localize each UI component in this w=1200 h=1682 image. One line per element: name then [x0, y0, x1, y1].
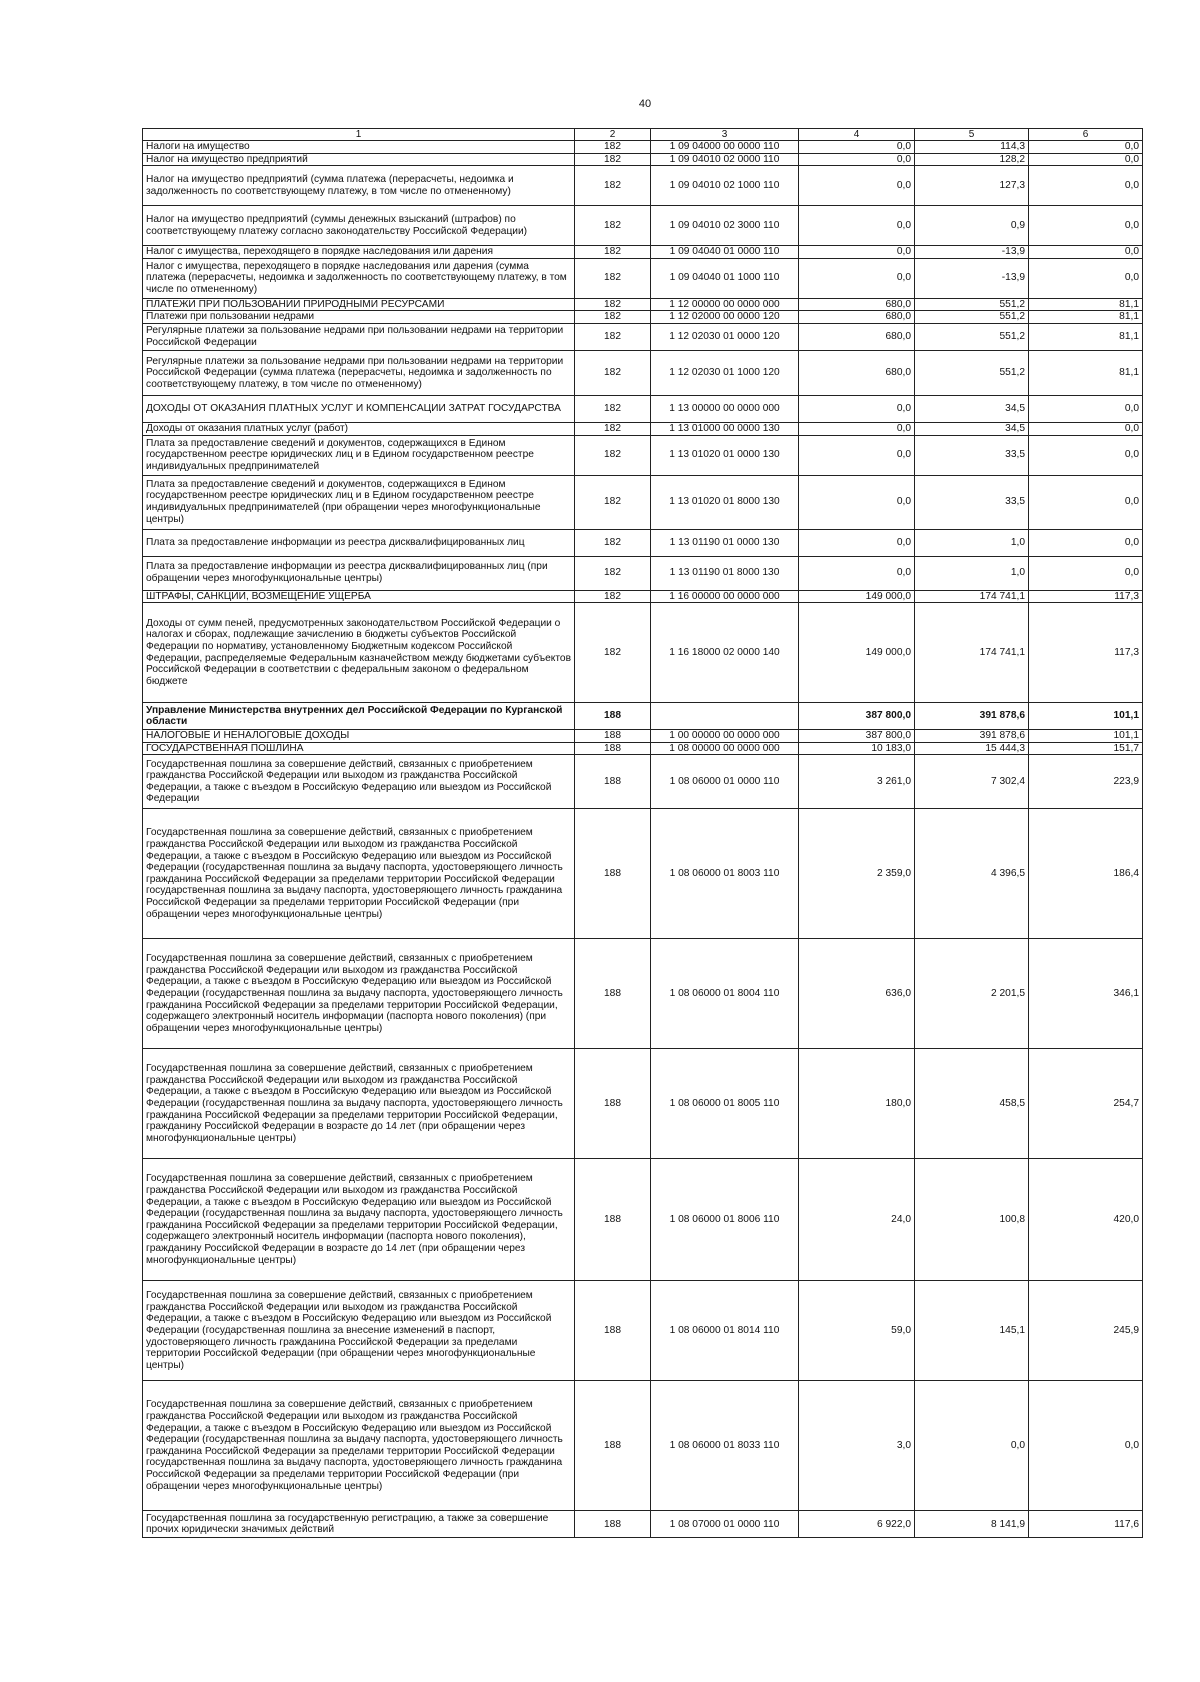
row-name-cell: Налог на имущество предприятий (сумма платежа (перерасчеты, недоимка и задолженность по соответствующему платежу, в том числе по отмененному)	[143, 166, 575, 206]
row-executed-cell: 391 878,6	[915, 703, 1029, 730]
row-name-cell: Плата за предоставление информации из реестра дисквалифицированных лиц	[143, 529, 575, 556]
row-percent-cell: 81,1	[1029, 350, 1143, 395]
row-executed-cell: 551,2	[915, 350, 1029, 395]
column-header-3: 3	[651, 129, 799, 141]
row-name-cell: Государственная пошлина за совершение действий, связанных с приобретением гражданства Российской Федерации или выходом из гражданства Российской Федерации, а также с въездом в Российскую Федерацию или выездом из Российской Федерации (государственная пошлина за выдачу паспорта, удостоверяющего личность гражданина Российской Федерации за пределами территории Российской Федерации государственная пошлина за выдачу паспорта, удостоверяющего личность гражданина Российской Федерации за пределами территории Российской Федерации (при обращении через многофункциональные центры)	[143, 1381, 575, 1511]
table-row	[143, 475, 1143, 529]
row-percent-cell: 223,9	[1029, 755, 1143, 809]
table-row	[143, 603, 1143, 703]
column-header-6: 6	[1029, 129, 1143, 141]
row-percent-cell: 186,4	[1029, 809, 1143, 939]
table-row	[143, 809, 1143, 939]
row-percent-cell: 117,3	[1029, 603, 1143, 703]
row-name-cell: Налог с имущества, переходящего в порядке наследования или дарения (сумма платежа (перерасчеты, недоимка и задолженность по соответствующему платежу, в том числе по отмененному)	[143, 258, 575, 298]
table-row	[143, 153, 1143, 166]
row-admin-code-cell: 182	[575, 153, 651, 166]
row-percent-cell: 81,1	[1029, 298, 1143, 311]
row-executed-cell: 458,5	[915, 1049, 1029, 1159]
row-budget-code-cell: 1 13 01190 01 0000 130	[651, 529, 799, 556]
table-row	[143, 755, 1143, 809]
row-budget-code-cell	[651, 703, 799, 730]
row-approved-cell: 2 359,0	[799, 809, 915, 939]
row-percent-cell: 0,0	[1029, 246, 1143, 259]
row-admin-code-cell: 188	[575, 1049, 651, 1159]
row-budget-code-cell: 1 13 00000 00 0000 000	[651, 395, 799, 422]
row-budget-code-cell: 1 08 07000 01 0000 110	[651, 1511, 799, 1538]
row-approved-cell: 0,0	[799, 475, 915, 529]
row-admin-code-cell: 182	[575, 529, 651, 556]
row-budget-code-cell: 1 16 00000 00 0000 000	[651, 590, 799, 603]
row-executed-cell: 33,5	[915, 475, 1029, 529]
row-name-cell: Налоги на имущество	[143, 141, 575, 154]
row-admin-code-cell: 188	[575, 1381, 651, 1511]
row-executed-cell: 114,3	[915, 141, 1029, 154]
row-approved-cell: 680,0	[799, 350, 915, 395]
row-percent-cell: 81,1	[1029, 323, 1143, 350]
row-budget-code-cell: 1 08 06000 01 8006 110	[651, 1159, 799, 1281]
row-admin-code-cell: 182	[575, 590, 651, 603]
row-admin-code-cell: 188	[575, 1159, 651, 1281]
row-percent-cell: 0,0	[1029, 475, 1143, 529]
row-admin-code-cell: 182	[575, 298, 651, 311]
table-row	[143, 166, 1143, 206]
row-admin-code-cell: 188	[575, 809, 651, 939]
row-executed-cell: 7 302,4	[915, 755, 1029, 809]
row-admin-code-cell: 182	[575, 350, 651, 395]
row-approved-cell: 680,0	[799, 311, 915, 324]
row-name-cell: Государственная пошлина за совершение действий, связанных с приобретением гражданства Российской Федерации или выходом из гражданства Российской Федерации, а также с въездом в Российскую Федерацию или выездом из Российской Федерации	[143, 755, 575, 809]
row-executed-cell: 1,0	[915, 529, 1029, 556]
row-approved-cell: 59,0	[799, 1281, 915, 1381]
row-admin-code-cell: 188	[575, 742, 651, 755]
row-name-cell: Государственная пошлина за совершение действий, связанных с приобретением гражданства Российской Федерации или выходом из гражданства Российской Федерации, а также с въездом в Российскую Федерацию или выездом из Российской Федерации (государственная пошлина за внесение изменений в паспорт, удостоверяющего личность гражданина Российской Федерации за пределами территории Российской Федерации (при обращении через многофункциональные центры)	[143, 1281, 575, 1381]
row-admin-code-cell: 182	[575, 141, 651, 154]
row-name-cell: ШТРАФЫ, САНКЦИИ, ВОЗМЕЩЕНИЕ УЩЕРБА	[143, 590, 575, 603]
row-name-cell: Налог с имущества, переходящего в порядке наследования или дарения	[143, 246, 575, 259]
row-budget-code-cell: 1 12 02000 00 0000 120	[651, 311, 799, 324]
row-admin-code-cell: 182	[575, 395, 651, 422]
row-approved-cell: 0,0	[799, 529, 915, 556]
table-row	[143, 703, 1143, 730]
row-admin-code-cell: 182	[575, 246, 651, 259]
table-row	[143, 323, 1143, 350]
row-approved-cell: 0,0	[799, 246, 915, 259]
table-row	[143, 350, 1143, 395]
row-approved-cell: 680,0	[799, 323, 915, 350]
row-executed-cell: 174 741,1	[915, 603, 1029, 703]
row-executed-cell: 0,9	[915, 206, 1029, 246]
column-header-4: 4	[799, 129, 915, 141]
row-executed-cell: 8 141,9	[915, 1511, 1029, 1538]
row-admin-code-cell: 182	[575, 323, 651, 350]
row-name-cell: Налог на имущество предприятий	[143, 153, 575, 166]
table-row	[143, 556, 1143, 590]
row-executed-cell: 2 201,5	[915, 939, 1029, 1049]
row-name-cell: Доходы от сумм пеней, предусмотренных законодательством Российской Федерации о налогах и сборах, подлежащие зачислению в бюджеты субъектов Российской Федерации по нормативу, установленному Бюджетным кодексом Российской Федерации, распределяемые Федеральным казначейством между бюджетами субъектов Российской Федерации в соответствии с федеральным законом о федеральном бюджете	[143, 603, 575, 703]
row-executed-cell: 100,8	[915, 1159, 1029, 1281]
row-percent-cell: 151,7	[1029, 742, 1143, 755]
row-executed-cell: 4 396,5	[915, 809, 1029, 939]
table-row	[143, 258, 1143, 298]
row-name-cell: Плата за предоставление сведений и документов, содержащихся в Едином государственном реестре юридических лиц и в Едином государственном реестре индивидуальных предпринимателей	[143, 435, 575, 475]
row-name-cell: Платежи при пользовании недрами	[143, 311, 575, 324]
row-name-cell: НАЛОГОВЫЕ И НЕНАЛОГОВЫЕ ДОХОДЫ	[143, 730, 575, 743]
row-approved-cell: 0,0	[799, 422, 915, 435]
row-approved-cell: 387 800,0	[799, 730, 915, 743]
row-name-cell: Государственная пошлина за государственную регистрацию, а также за совершение прочих юридически значимых действий	[143, 1511, 575, 1538]
row-budget-code-cell: 1 12 02030 01 1000 120	[651, 350, 799, 395]
row-percent-cell: 117,6	[1029, 1511, 1143, 1538]
table-row	[143, 1281, 1143, 1381]
row-budget-code-cell: 1 08 06000 01 8003 110	[651, 809, 799, 939]
row-approved-cell: 180,0	[799, 1049, 915, 1159]
row-admin-code-cell: 182	[575, 422, 651, 435]
row-executed-cell: 34,5	[915, 422, 1029, 435]
row-budget-code-cell: 1 08 06000 01 0000 110	[651, 755, 799, 809]
table-row	[143, 939, 1143, 1049]
table-row	[143, 246, 1143, 259]
row-executed-cell: -13,9	[915, 246, 1029, 259]
row-executed-cell: 174 741,1	[915, 590, 1029, 603]
row-admin-code-cell: 188	[575, 1281, 651, 1381]
table-row	[143, 141, 1143, 154]
row-admin-code-cell: 182	[575, 556, 651, 590]
row-name-cell: Государственная пошлина за совершение действий, связанных с приобретением гражданства Российской Федерации или выходом из гражданства Российской Федерации, а также с въездом в Российскую Федерацию или выездом из Российской Федерации (государственная пошлина за выдачу паспорта, удостоверяющего личность гражданина Российской Федерации за пределами территории Российской Федерации, содержащего электронный носитель информации (паспорта нового поколения) (при обращении через многофункциональные центры)	[143, 939, 575, 1049]
row-budget-code-cell: 1 16 18000 02 0000 140	[651, 603, 799, 703]
row-budget-code-cell: 1 08 06000 01 8004 110	[651, 939, 799, 1049]
table-row	[143, 1049, 1143, 1159]
row-percent-cell: 0,0	[1029, 529, 1143, 556]
row-executed-cell: 127,3	[915, 166, 1029, 206]
row-budget-code-cell: 1 08 06000 01 8033 110	[651, 1381, 799, 1511]
row-budget-code-cell: 1 08 06000 01 8014 110	[651, 1281, 799, 1381]
row-admin-code-cell: 188	[575, 1511, 651, 1538]
row-budget-code-cell: 1 09 04010 02 1000 110	[651, 166, 799, 206]
row-executed-cell: 391 878,6	[915, 730, 1029, 743]
row-approved-cell: 3,0	[799, 1381, 915, 1511]
row-name-cell: Плата за предоставление информации из реестра дисквалифицированных лиц (при обращении через многофункциональные центры)	[143, 556, 575, 590]
row-executed-cell: 551,2	[915, 311, 1029, 324]
row-name-cell: ГОСУДАРСТВЕННАЯ ПОШЛИНА	[143, 742, 575, 755]
row-budget-code-cell: 1 09 04040 01 1000 110	[651, 258, 799, 298]
row-admin-code-cell: 188	[575, 755, 651, 809]
row-admin-code-cell: 182	[575, 475, 651, 529]
row-admin-code-cell: 188	[575, 730, 651, 743]
row-approved-cell: 680,0	[799, 298, 915, 311]
row-approved-cell: 0,0	[799, 556, 915, 590]
row-name-cell: Регулярные платежи за пользование недрами при пользовании недрами на территории Российской Федерации (сумма платежа (перерасчеты, недоимка и задолженность по соответствующему платежу, в том числе по отмененному)	[143, 350, 575, 395]
row-percent-cell: 101,1	[1029, 730, 1143, 743]
table-row	[143, 529, 1143, 556]
row-budget-code-cell: 1 13 01000 00 0000 130	[651, 422, 799, 435]
row-budget-code-cell: 1 13 01190 01 8000 130	[651, 556, 799, 590]
row-executed-cell: 33,5	[915, 435, 1029, 475]
row-name-cell: ПЛАТЕЖИ ПРИ ПОЛЬЗОВАНИИ ПРИРОДНЫМИ РЕСУРСАМИ	[143, 298, 575, 311]
table-row	[143, 422, 1143, 435]
row-executed-cell: 145,1	[915, 1281, 1029, 1381]
row-budget-code-cell: 1 09 04010 02 0000 110	[651, 153, 799, 166]
row-percent-cell: 346,1	[1029, 939, 1143, 1049]
row-percent-cell: 254,7	[1029, 1049, 1143, 1159]
row-budget-code-cell: 1 09 04040 01 0000 110	[651, 246, 799, 259]
row-approved-cell: 10 183,0	[799, 742, 915, 755]
row-budget-code-cell: 1 12 00000 00 0000 000	[651, 298, 799, 311]
row-percent-cell: 0,0	[1029, 556, 1143, 590]
row-approved-cell: 24,0	[799, 1159, 915, 1281]
row-percent-cell: 117,3	[1029, 590, 1143, 603]
row-executed-cell: 34,5	[915, 395, 1029, 422]
row-admin-code-cell: 182	[575, 603, 651, 703]
column-header-5: 5	[915, 129, 1029, 141]
row-percent-cell: 245,9	[1029, 1281, 1143, 1381]
row-percent-cell: 0,0	[1029, 395, 1143, 422]
row-name-cell: Плата за предоставление сведений и документов, содержащихся в Едином государственном реестре юридических лиц и в Едином государственном реестре индивидуальных предпринимателей (при обращении через многофункциональные центры)	[143, 475, 575, 529]
row-percent-cell: 0,0	[1029, 166, 1143, 206]
row-admin-code-cell: 182	[575, 206, 651, 246]
row-approved-cell: 636,0	[799, 939, 915, 1049]
row-name-cell: ДОХОДЫ ОТ ОКАЗАНИЯ ПЛАТНЫХ УСЛУГ И КОМПЕНСАЦИИ ЗАТРАТ ГОСУДАРСТВА	[143, 395, 575, 422]
row-percent-cell: 0,0	[1029, 153, 1143, 166]
table-row	[143, 395, 1143, 422]
row-percent-cell: 0,0	[1029, 422, 1143, 435]
row-admin-code-cell: 182	[575, 311, 651, 324]
row-name-cell: Регулярные платежи за пользование недрами при пользовании недрами на территории Российской Федерации	[143, 323, 575, 350]
column-header-1: 1	[143, 129, 575, 141]
row-executed-cell: 551,2	[915, 323, 1029, 350]
row-executed-cell: 0,0	[915, 1381, 1029, 1511]
row-percent-cell: 101,1	[1029, 703, 1143, 730]
row-budget-code-cell: 1 09 04000 00 0000 110	[651, 141, 799, 154]
table-row	[143, 742, 1143, 755]
row-percent-cell: 81,1	[1029, 311, 1143, 324]
row-approved-cell: 149 000,0	[799, 603, 915, 703]
row-name-cell: Доходы от оказания платных услуг (работ)	[143, 422, 575, 435]
row-name-cell: Управление Министерства внутренних дел Российской Федерации по Курганской области	[143, 703, 575, 730]
row-percent-cell: 0,0	[1029, 141, 1143, 154]
row-budget-code-cell: 1 00 00000 00 0000 000	[651, 730, 799, 743]
row-approved-cell: 0,0	[799, 395, 915, 422]
row-approved-cell: 0,0	[799, 206, 915, 246]
page-number: 40	[638, 98, 652, 110]
column-header-2: 2	[575, 129, 651, 141]
row-percent-cell: 0,0	[1029, 258, 1143, 298]
row-percent-cell: 0,0	[1029, 435, 1143, 475]
row-approved-cell: 0,0	[799, 153, 915, 166]
row-budget-code-cell: 1 08 06000 01 8005 110	[651, 1049, 799, 1159]
table-header-row	[143, 129, 1143, 141]
row-percent-cell: 0,0	[1029, 206, 1143, 246]
row-budget-code-cell: 1 13 01020 01 0000 130	[651, 435, 799, 475]
row-name-cell: Государственная пошлина за совершение действий, связанных с приобретением гражданства Российской Федерации или выходом из гражданства Российской Федерации, а также с въездом в Российскую Федерацию или выездом из Российской Федерации (государственная пошлина за выдачу паспорта, удостоверяющего личность гражданина Российской Федерации за пределами территории Российской Федерации, содержащего электронный носитель информации (паспорта нового поколения), гражданину Российской Федерации в возрасте до 14 лет (при обращении через многофункциональные центры)	[143, 1159, 575, 1281]
row-name-cell: Государственная пошлина за совершение действий, связанных с приобретением гражданства Российской Федерации или выходом из гражданства Российской Федерации, а также с въездом в Российскую Федерацию или выездом из Российской Федерации (государственная пошлина за выдачу паспорта, удостоверяющего личность гражданина Российской Федерации за пределами территории Российской Федерации, гражданину Российской Федерации в возрасте до 14 лет (при обращении через многофункциональные центры)	[143, 1049, 575, 1159]
row-executed-cell: 128,2	[915, 153, 1029, 166]
row-approved-cell: 387 800,0	[799, 703, 915, 730]
row-budget-code-cell: 1 09 04010 02 3000 110	[651, 206, 799, 246]
row-approved-cell: 0,0	[799, 435, 915, 475]
table-row	[143, 1159, 1143, 1281]
row-name-cell: Налог на имущество предприятий (суммы денежных взысканий (штрафов) по соответствующему платежу согласно законодательству Российской Федерации)	[143, 206, 575, 246]
table-row	[143, 206, 1143, 246]
row-admin-code-cell: 182	[575, 258, 651, 298]
table-body	[143, 141, 1143, 1538]
row-admin-code-cell: 188	[575, 939, 651, 1049]
row-approved-cell: 0,0	[799, 258, 915, 298]
row-executed-cell: 15 444,3	[915, 742, 1029, 755]
row-executed-cell: 551,2	[915, 298, 1029, 311]
row-percent-cell: 0,0	[1029, 1381, 1143, 1511]
row-admin-code-cell: 188	[575, 703, 651, 730]
table-row	[143, 435, 1143, 475]
row-approved-cell: 3 261,0	[799, 755, 915, 809]
row-executed-cell: 1,0	[915, 556, 1029, 590]
table-row	[143, 1511, 1143, 1538]
row-budget-code-cell: 1 12 02030 01 0000 120	[651, 323, 799, 350]
row-name-cell: Государственная пошлина за совершение действий, связанных с приобретением гражданства Российской Федерации или выходом из гражданства Российской Федерации, а также с въездом в Российскую Федерацию или выездом из Российской Федерации (государственная пошлина за выдачу паспорта, удостоверяющего личность гражданина Российской Федерации за пределами территории Российской Федерации государственная пошлина за выдачу паспорта, удостоверяющего личность гражданина Российской Федерации за пределами территории Российской Федерации (при обращении через многофункциональные центры)	[143, 809, 575, 939]
table-row	[143, 298, 1143, 311]
row-admin-code-cell: 182	[575, 435, 651, 475]
row-executed-cell: -13,9	[915, 258, 1029, 298]
table-row	[143, 311, 1143, 324]
row-approved-cell: 149 000,0	[799, 590, 915, 603]
row-budget-code-cell: 1 08 00000 00 0000 000	[651, 742, 799, 755]
budget-table	[142, 128, 1143, 1538]
row-admin-code-cell: 182	[575, 166, 651, 206]
row-approved-cell: 0,0	[799, 141, 915, 154]
row-approved-cell: 0,0	[799, 166, 915, 206]
row-approved-cell: 6 922,0	[799, 1511, 915, 1538]
table-row	[143, 1381, 1143, 1511]
row-budget-code-cell: 1 13 01020 01 8000 130	[651, 475, 799, 529]
table-row	[143, 730, 1143, 743]
table-row	[143, 590, 1143, 603]
row-percent-cell: 420,0	[1029, 1159, 1143, 1281]
